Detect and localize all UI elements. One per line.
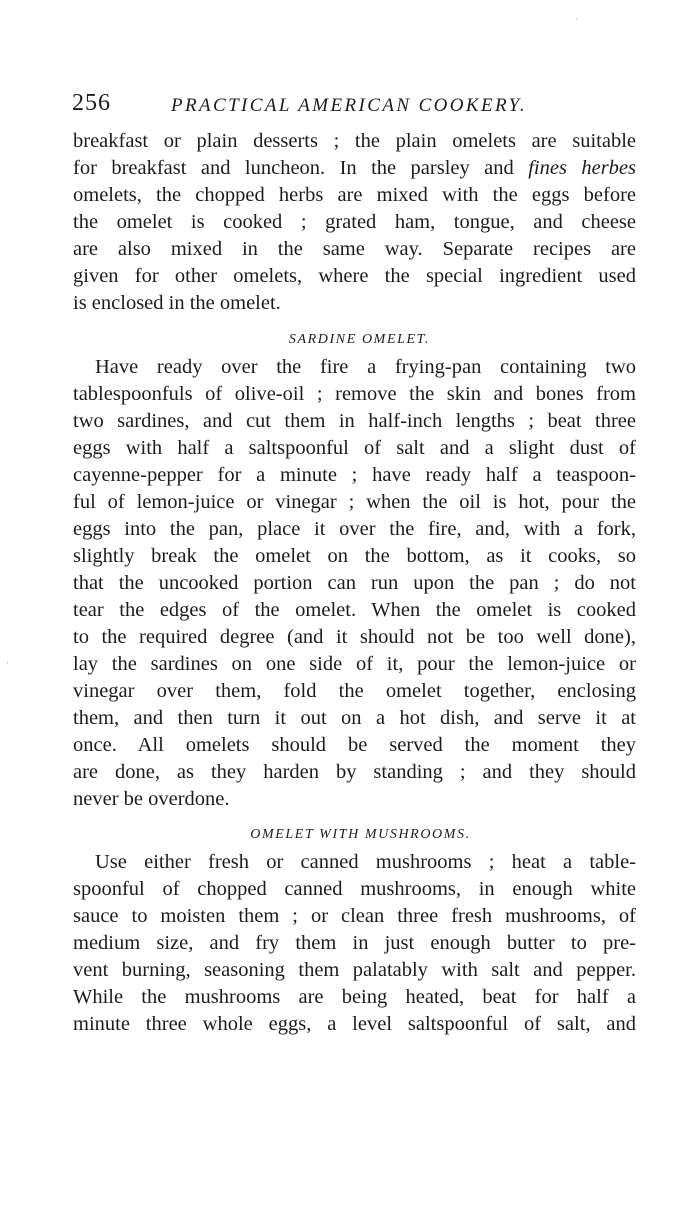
sardine-paragraph: [73, 354, 636, 813]
text-line: Have ready over the fire a frying-pan containing two: [95, 356, 636, 378]
running-title: PRACTICAL AMERICAN COOKERY.: [171, 95, 527, 116]
italic-phrase: fines herbes: [528, 157, 637, 179]
section-heading-mushrooms: OMELET WITH MUSHROOMS.: [250, 827, 471, 842]
text-line: sauce to moisten them ; or clean three fresh mushrooms, of: [73, 905, 636, 927]
text-line: slightly break the omelet on the bottom, as it cooks, so: [73, 545, 636, 567]
text-line: vinegar over them, fold the omelet together, enclosing: [73, 680, 636, 702]
text-line: tear the edges of the omelet. When the omelet is cooked: [73, 599, 636, 621]
text-line: once. All omelets should be served the moment they: [73, 734, 636, 756]
text-line: lay the sardines on one side of it, pour the lemon-juice or: [73, 653, 636, 675]
text-line: vent burning, seasoning them palatably with salt and pepper.: [73, 959, 636, 981]
mushrooms-paragraph: [73, 849, 636, 1038]
text-line: to the required degree (and it should not be too well done),: [73, 626, 636, 648]
text-line: minute three whole eggs, a level saltspoonful of salt, and: [73, 1013, 636, 1035]
text-segment: for breakfast and luncheon. In the parsley and: [73, 157, 514, 179]
running-head: [73, 88, 636, 128]
text-line: are also mixed in the same way. Separate recipes are: [73, 238, 636, 260]
text-line: the omelet is cooked ; grated ham, tongue, and cheese: [73, 211, 636, 233]
paper-speck: ·: [575, 14, 578, 24]
text-line: given for other omelets, where the special ingredient used: [73, 265, 636, 287]
text-line: While the mushrooms are being heated, beat for half a: [73, 986, 636, 1008]
intro-paragraph: [73, 128, 636, 317]
text-line: breakfast or plain desserts ; the plain omelets are suitable: [73, 130, 636, 152]
text-line: [73, 155, 636, 182]
text-line: eggs with half a saltspoonful of salt and a slight dust of: [73, 437, 636, 459]
book-page: [73, 88, 636, 1038]
page-number: 256: [72, 90, 111, 116]
text-line: is enclosed in the omelet.: [73, 292, 281, 314]
text-line: spoonful of chopped canned mushrooms, in enough white: [73, 878, 636, 900]
section-heading-sardine: SARDINE OMELET.: [288, 332, 431, 347]
text-line: medium size, and fry them in just enough butter to pre-: [73, 932, 636, 954]
text-line: cayenne-pepper for a minute ; have ready half a teaspoon-: [73, 464, 636, 486]
text-line: omelets, the chopped herbs are mixed with the eggs before: [73, 184, 636, 206]
text-line: that the uncooked portion can run upon the pan ; do not: [73, 572, 636, 594]
text-line: never be overdone.: [73, 788, 230, 810]
text-line: two sardines, and cut them in half-inch lengths ; beat three: [73, 410, 636, 432]
text-line: them, and then turn it out on a hot dish, and serve it at: [73, 707, 636, 729]
text-line: ful of lemon-juice or vinegar ; when the oil is hot, pour the: [73, 491, 636, 513]
text-line: Use either fresh or canned mushrooms ; heat a table-: [95, 851, 636, 873]
text-line: tablespoonfuls of olive-oil ; remove the skin and bones from: [73, 383, 636, 405]
paper-speck: ·: [6, 658, 9, 668]
text-line: eggs into the pan, place it over the fire, and, with a fork,: [73, 518, 636, 540]
text-line: are done, as they harden by standing ; and they should: [73, 761, 636, 783]
